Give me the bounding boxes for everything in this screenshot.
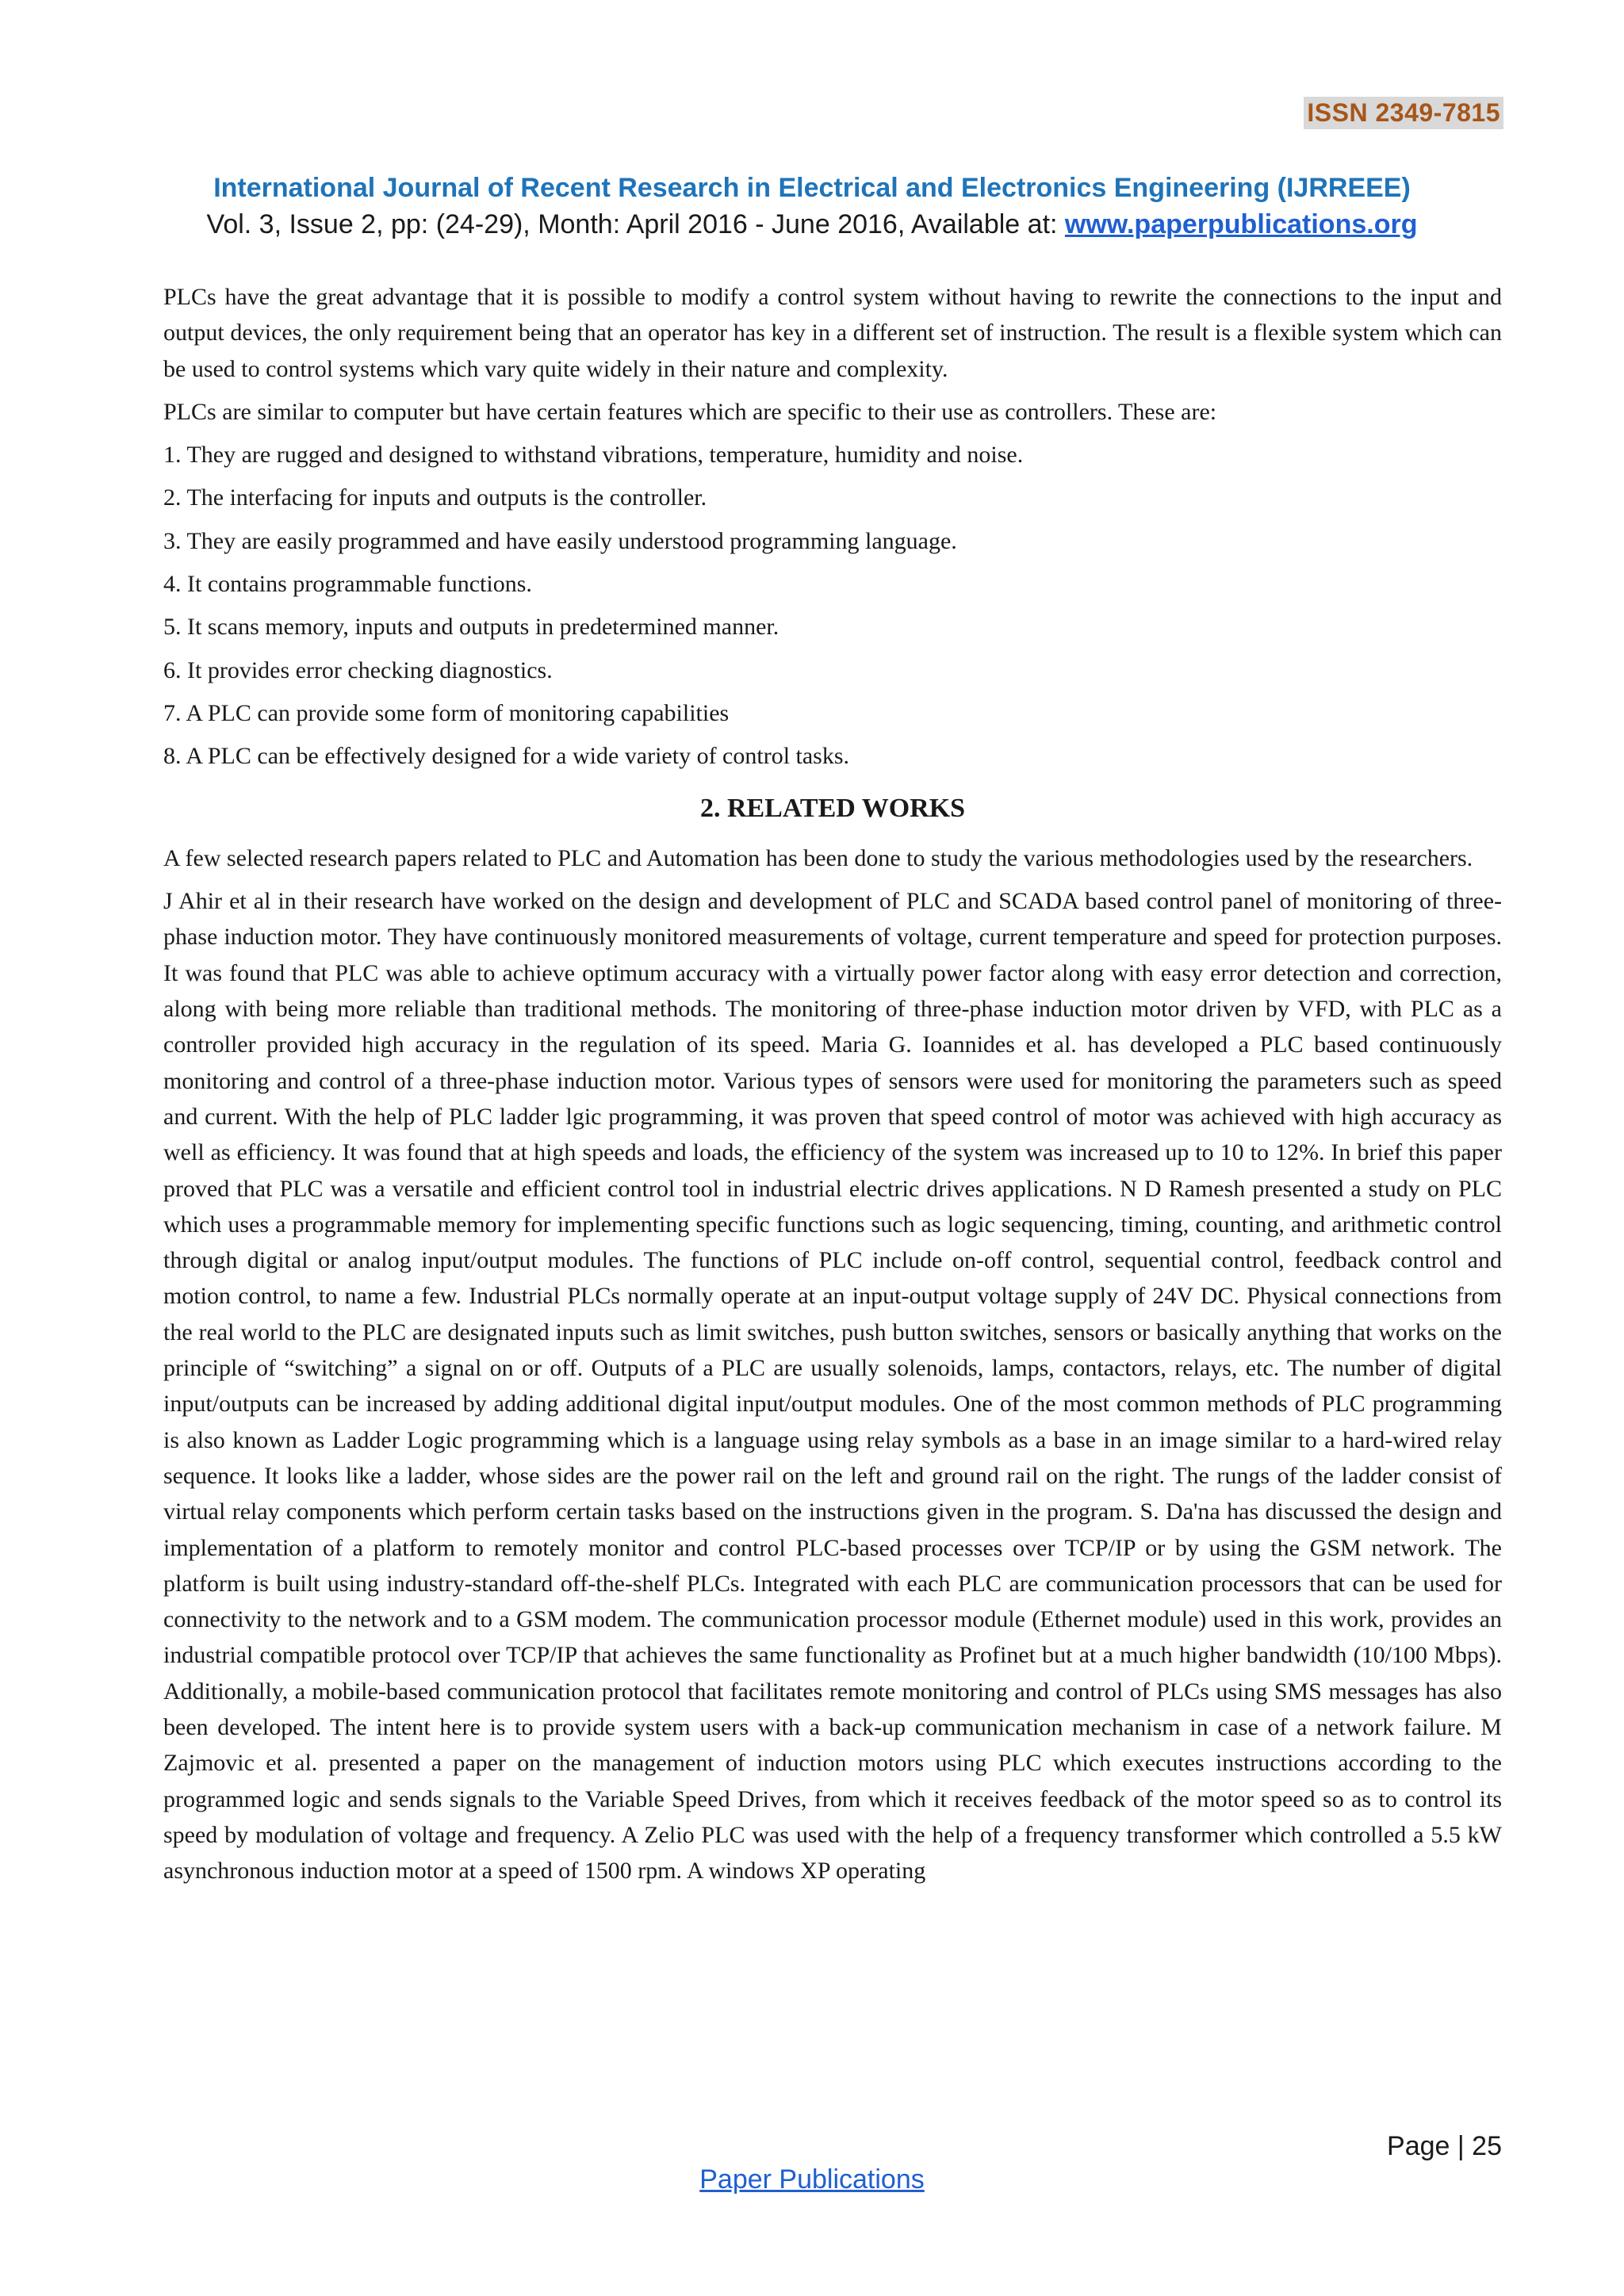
list-item: 7. A PLC can provide some form of monitoring capabilities xyxy=(163,699,730,726)
article-body xyxy=(163,279,1502,1896)
paragraph-related-works: J Ahir et al in their research have worked on the design and development of PLC and SCADA based control panel of monitoring of three-phase induction motor. They have continuously monitored measurements of voltage, current temperature and speed for protection purposes. It was found that PLC was able to achieve optimum accuracy with a virtually power factor along with easy error detection and correction, along with being more reliable than traditional methods. The monitoring of three-phase induction motor driven by VFD, with PLC as a controller provided high accuracy in the regulation of its speed. Maria G. Ioannides et al. has developed a PLC based continuously monitoring and control of a three-phase induction motor. Various types of sensors were used for monitoring the parameters such as speed and current. With the help of PLC ladder lgic programming, it was proven that speed control of motor was achieved with high accuracy as well as efficiency. It was found that at high speeds and loads, the efficiency of the system was increased up to 10 to 12%. In brief this paper proved that PLC was a versatile and efficient control tool in industrial electric drives applications. N D Ramesh presented a study on PLC which uses a programmable memory for implementing specific functions such as logic sequencing, timing, counting, and arithmetic control through digital or analog input/output modules. The functions of PLC include on-off control, sequential control, feedback control and motion control, to name a few. Industrial PLCs normally operate at an input-output voltage supply of 24V DC. Physical connections from the real world to the PLC are designated inputs such as limit switches, push button switches, sensors or basically anything that works on the principle of “switching” a signal on or off. Outputs of a PLC are usually solenoids, lamps, contactors, relays, etc. The number of digital input/outputs can be increased by adding additional digital input/output modules. One of the most common methods of PLC programming is also known as Ladder Logic programming which is a language using relay symbols as a base in an image similar to a hard-wired relay sequence. It looks like a ladder, whose sides are the power rail on the left and ground rail on the right. The rungs of the ladder consist of virtual relay components which perform certain tasks based on the instructions given in the program. S. Da'na has discussed the design and implementation of a platform to remotely monitor and control PLC-based processes over TCP/IP or by using the GSM network. The platform is built using industry-standard off-the-shelf PLCs. Integrated with each PLC are communication processors that can be used for connectivity to the network and to a GSM modem. The communication processor module (Ethernet module) used in this work, provides an industrial compatible protocol over TCP/IP that achieves the same functionality as Profinet but at a much higher bandwidth (10/100 Mbps). Additionally, a mobile-based communication protocol that facilitates remote monitoring and control of PLCs using SMS messages has also been developed. The intent here is to provide system users with a back-up communication mechanism in case of a network failure. M Zajmovic et al. presented a paper on the management of induction motors using PLC which executes instructions according to the programmed logic and sends signals to the Variable Speed Drives, from which it receives feedback of the motor speed so as to control its speed by modulation of voltage and frequency. A Zelio PLC was used with the help of a frequency transformer which controlled a 5.5 kW asynchronous induction motor at a speed of 1500 rpm. A windows XP operating xyxy=(163,888,1502,1885)
list-item: 3. They are easily programmed and have easily understood programming language. xyxy=(163,527,957,554)
list-item: 4. It contains programmable functions. xyxy=(163,571,532,598)
list-item: 5. It scans memory, inputs and outputs in predetermined manner. xyxy=(163,614,779,641)
paragraph-plc-advantage: PLCs have the great advantage that it is possible to modify a control system without having to rewrite the connections to the input and output devices, the only requirement being that an operator has key in a different set of instruction. The result is a flexible system which can be used to control systems which vary quite widely in their nature and complexity. xyxy=(163,284,1502,382)
journal-meta xyxy=(0,209,1624,240)
paragraph-plc-features-intro: PLCs are similar to computer but have certain features which are specific to their use as controllers. These are: xyxy=(163,398,1217,425)
list-item: 6. It provides error checking diagnostics. xyxy=(163,656,553,683)
publisher-link[interactable]: Paper Publications xyxy=(699,2164,925,2195)
journal-website-link[interactable]: www.paperpublications.org xyxy=(1064,209,1418,239)
issn-label: ISSN 2349-7815 xyxy=(1304,97,1503,129)
journal-meta-text: Vol. 3, Issue 2, pp: (24-29), Month: April 2016 - June 2016, Available at: xyxy=(206,209,1065,239)
page-number: Page | 25 xyxy=(1387,2131,1502,2161)
footer-publisher xyxy=(0,2164,1624,2195)
list-item: 8. A PLC can be effectively designed for a wide variety of control tasks. xyxy=(163,743,850,770)
paragraph-related-intro: A few selected research papers related to PLC and Automation has been done to study the various methodologies used by the researchers. xyxy=(163,844,1473,871)
list-item: 2. The interfacing for inputs and outputs is the controller. xyxy=(163,484,707,511)
journal-title: International Journal of Recent Research in Electrical and Electronics Engineering (IJRREEE) xyxy=(213,173,1411,203)
section-heading-related-works: 2. RELATED WORKS xyxy=(699,793,966,823)
list-item: 1. They are rugged and designed to withstand vibrations, temperature, humidity and noise. xyxy=(163,442,1024,469)
